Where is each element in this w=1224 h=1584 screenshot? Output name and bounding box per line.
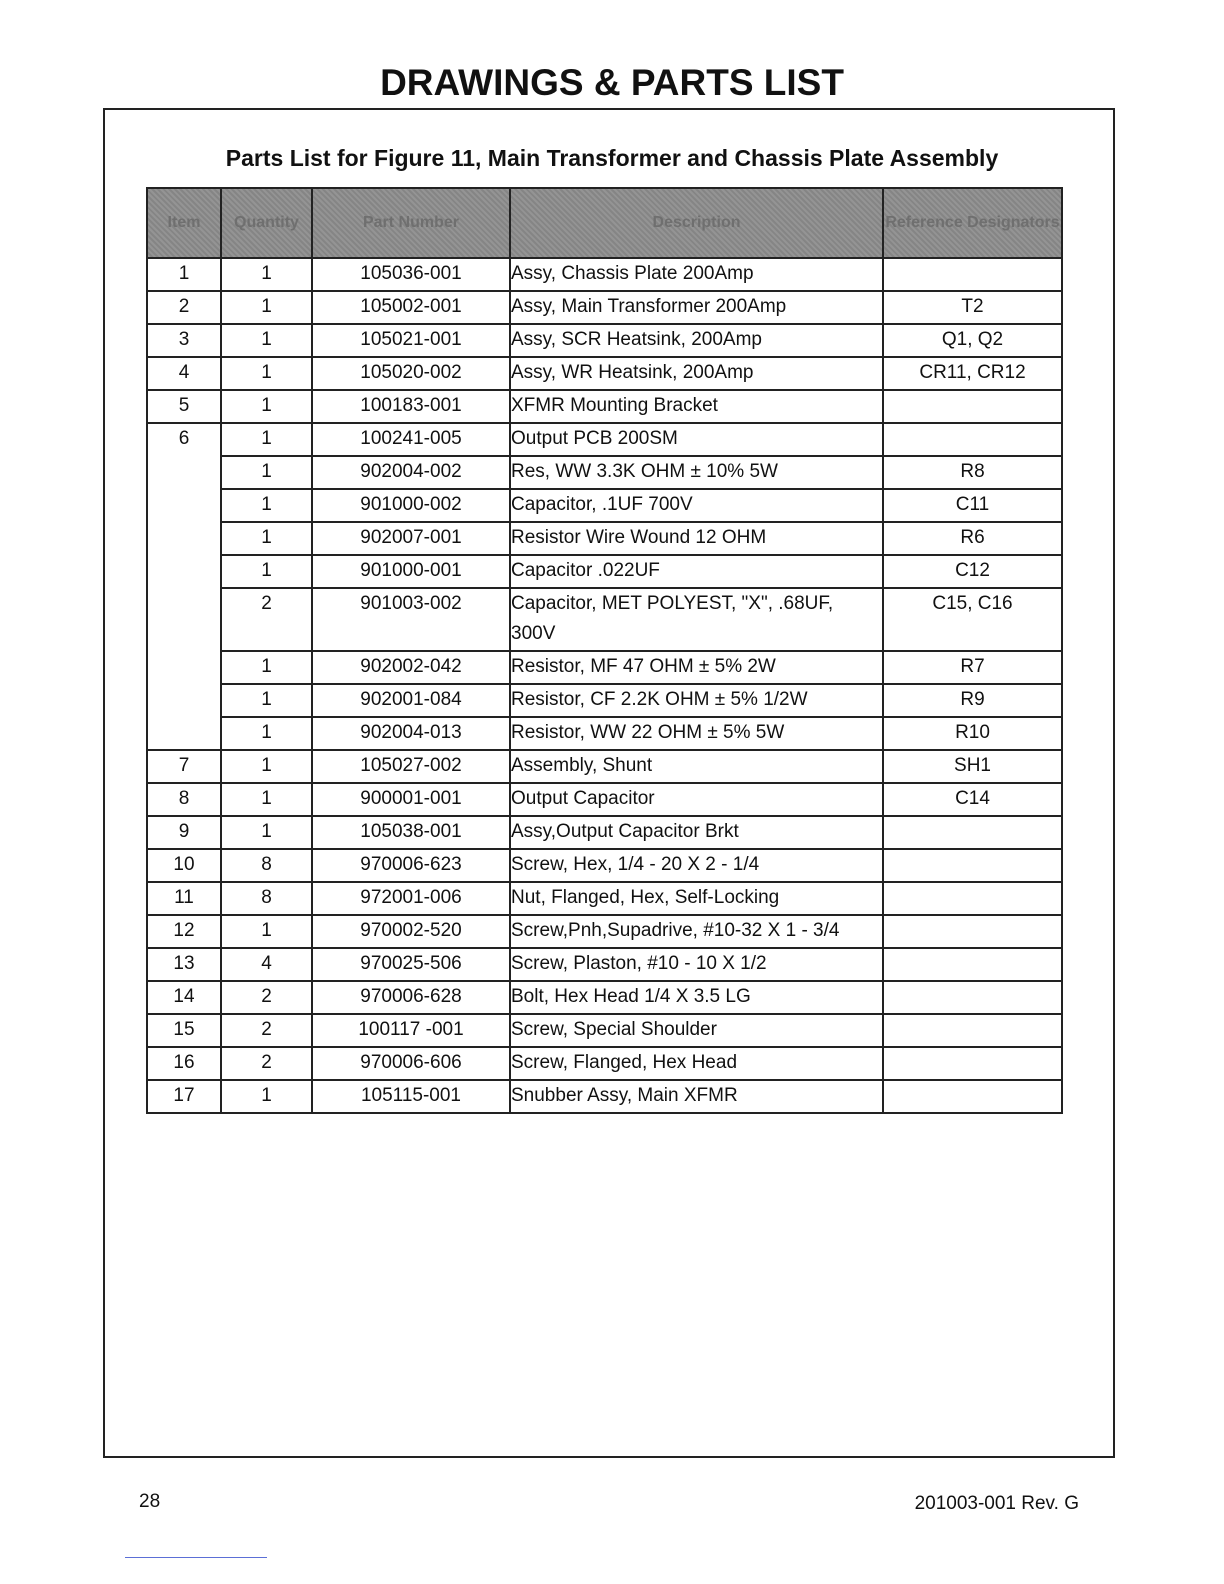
- cell-description: Resistor, WW 22 OHM ± 5% 5W: [510, 717, 883, 750]
- cell-part-number: 972001-006: [312, 882, 510, 915]
- cell-part-number: 901000-002: [312, 489, 510, 522]
- cell-description: Res, WW 3.3K OHM ± 10% 5W: [510, 456, 883, 489]
- cell-part-number: 105020-002: [312, 357, 510, 390]
- cell-reference: C14: [883, 783, 1062, 816]
- cell-reference: T2: [883, 291, 1062, 324]
- table-row: [147, 948, 1062, 981]
- table-row: [147, 783, 1062, 816]
- cell-reference: [883, 948, 1062, 981]
- cell-item: 8: [147, 783, 221, 816]
- cell-reference: R8: [883, 456, 1062, 489]
- table-row: [147, 1080, 1062, 1113]
- cell-reference: [883, 981, 1062, 1014]
- cell-description: Assy,Output Capacitor Brkt: [510, 816, 883, 849]
- column-header-reference: Reference Designators: [883, 188, 1062, 258]
- cell-part-number: 105115-001: [312, 1080, 510, 1113]
- cell-quantity: 2: [221, 1047, 312, 1080]
- cell-part-number: 902004-002: [312, 456, 510, 489]
- cell-item: 13: [147, 948, 221, 981]
- cell-quantity: 4: [221, 948, 312, 981]
- cell-reference: [883, 390, 1062, 423]
- cell-quantity: 1: [221, 390, 312, 423]
- cell-item: 6: [147, 423, 221, 456]
- cell-quantity: 1: [221, 783, 312, 816]
- cell-quantity: 1: [221, 684, 312, 717]
- cell-quantity: 1: [221, 555, 312, 588]
- cell-reference: CR11, CR12: [883, 357, 1062, 390]
- cell-quantity: 1: [221, 489, 312, 522]
- cell-quantity: 1: [221, 456, 312, 489]
- parts-table: [146, 187, 1063, 1114]
- table-row: [147, 357, 1062, 390]
- cell-description: Assembly, Shunt: [510, 750, 883, 783]
- page-number: 28: [139, 1491, 161, 1512]
- cell-item: 2: [147, 291, 221, 324]
- cell-part-number: 902007-001: [312, 522, 510, 555]
- cell-quantity: 2: [221, 981, 312, 1014]
- cell-part-number: 970006-628: [312, 981, 510, 1014]
- cell-item: [147, 522, 221, 555]
- table-row: [147, 555, 1062, 588]
- cell-reference: [883, 882, 1062, 915]
- cell-part-number: 902004-013: [312, 717, 510, 750]
- table-title: Parts List for Figure 11, Main Transformer and Chassis Plate Assembly: [225, 145, 999, 171]
- cell-quantity: 1: [221, 915, 312, 948]
- cell-item: 1: [147, 258, 221, 291]
- cell-description: Resistor, MF 47 OHM ± 5% 2W: [510, 651, 883, 684]
- cell-quantity: 1: [221, 651, 312, 684]
- cell-part-number: 901000-001: [312, 555, 510, 588]
- cell-quantity: 1: [221, 423, 312, 456]
- cell-description: Screw, Plaston, #10 - 10 X 1/2: [510, 948, 883, 981]
- cell-part-number: 105036-001: [312, 258, 510, 291]
- footer-rule: [125, 1557, 267, 1558]
- cell-reference: [883, 1014, 1062, 1047]
- cell-reference: C15, C16: [883, 588, 1062, 651]
- table-row: [147, 456, 1062, 489]
- cell-item: 7: [147, 750, 221, 783]
- table-row: [147, 1047, 1062, 1080]
- cell-part-number: 105002-001: [312, 291, 510, 324]
- cell-reference: R7: [883, 651, 1062, 684]
- cell-quantity: 8: [221, 849, 312, 882]
- table-row: [147, 489, 1062, 522]
- cell-item: [147, 588, 221, 651]
- table-row: [147, 291, 1062, 324]
- cell-description: Resistor Wire Wound 12 OHM: [510, 522, 883, 555]
- document-number: 201003-001 Rev. G: [914, 1493, 1079, 1514]
- cell-quantity: 1: [221, 717, 312, 750]
- cell-reference: R10: [883, 717, 1062, 750]
- cell-part-number: 970025-506: [312, 948, 510, 981]
- cell-part-number: 105021-001: [312, 324, 510, 357]
- table-row: [147, 390, 1062, 423]
- cell-description: Resistor, CF 2.2K OHM ± 5% 1/2W: [510, 684, 883, 717]
- page-title: DRAWINGS & PARTS LIST: [380, 62, 844, 103]
- table-row: [147, 588, 1062, 651]
- cell-quantity: 1: [221, 258, 312, 291]
- cell-item: [147, 651, 221, 684]
- cell-reference: [883, 849, 1062, 882]
- cell-item: 10: [147, 849, 221, 882]
- cell-item: [147, 717, 221, 750]
- cell-part-number: 970006-606: [312, 1047, 510, 1080]
- cell-item: [147, 489, 221, 522]
- cell-item: 17: [147, 1080, 221, 1113]
- cell-item: 14: [147, 981, 221, 1014]
- cell-quantity: 1: [221, 291, 312, 324]
- parts-table-body: [147, 258, 1062, 1113]
- cell-description: Assy, Chassis Plate 200Amp: [510, 258, 883, 291]
- cell-quantity: 1: [221, 324, 312, 357]
- table-row: [147, 324, 1062, 357]
- table-row: [147, 981, 1062, 1014]
- cell-item: 3: [147, 324, 221, 357]
- cell-description: Screw,Pnh,Supadrive, #10-32 X 1 - 3/4: [510, 915, 883, 948]
- cell-description: Snubber Assy, Main XFMR: [510, 1080, 883, 1113]
- cell-reference: R9: [883, 684, 1062, 717]
- cell-part-number: 105038-001: [312, 816, 510, 849]
- cell-part-number: 970002-520: [312, 915, 510, 948]
- cell-item: [147, 555, 221, 588]
- table-row: [147, 423, 1062, 456]
- cell-description: Nut, Flanged, Hex, Self-Locking: [510, 882, 883, 915]
- table-row: [147, 651, 1062, 684]
- cell-quantity: 2: [221, 1014, 312, 1047]
- cell-part-number: 100117 -001: [312, 1014, 510, 1047]
- cell-description: Capacitor .022UF: [510, 555, 883, 588]
- cell-reference: [883, 816, 1062, 849]
- cell-description: XFMR Mounting Bracket: [510, 390, 883, 423]
- cell-description: Capacitor, .1UF 700V: [510, 489, 883, 522]
- table-row: [147, 717, 1062, 750]
- cell-part-number: 902002-042: [312, 651, 510, 684]
- cell-description: Assy, WR Heatsink, 200Amp: [510, 357, 883, 390]
- cell-reference: C11: [883, 489, 1062, 522]
- cell-quantity: 1: [221, 522, 312, 555]
- table-header-row: [147, 188, 1062, 258]
- cell-item: 15: [147, 1014, 221, 1047]
- cell-description: Capacitor, MET POLYEST, "X", .68UF, 300V: [510, 588, 883, 651]
- cell-quantity: 1: [221, 357, 312, 390]
- cell-reference: [883, 1080, 1062, 1113]
- column-header-quantity: Quantity: [221, 188, 312, 258]
- cell-description: Screw, Special Shoulder: [510, 1014, 883, 1047]
- cell-quantity: 8: [221, 882, 312, 915]
- table-row: [147, 522, 1062, 555]
- cell-description: Bolt, Hex Head 1/4 X 3.5 LG: [510, 981, 883, 1014]
- cell-item: 4: [147, 357, 221, 390]
- cell-reference: C12: [883, 555, 1062, 588]
- table-row: [147, 684, 1062, 717]
- cell-reference: [883, 258, 1062, 291]
- cell-reference: [883, 1047, 1062, 1080]
- table-row: [147, 816, 1062, 849]
- cell-item: [147, 456, 221, 489]
- cell-description: Screw, Flanged, Hex Head: [510, 1047, 883, 1080]
- cell-description: Screw, Hex, 1/4 - 20 X 2 - 1/4: [510, 849, 883, 882]
- table-row: [147, 882, 1062, 915]
- cell-part-number: 100241-005: [312, 423, 510, 456]
- cell-part-number: 105027-002: [312, 750, 510, 783]
- cell-item: 16: [147, 1047, 221, 1080]
- cell-quantity: 1: [221, 816, 312, 849]
- cell-quantity: 1: [221, 1080, 312, 1113]
- cell-item: 12: [147, 915, 221, 948]
- table-row: [147, 258, 1062, 291]
- cell-part-number: 902001-084: [312, 684, 510, 717]
- cell-description: Assy, Main Transformer 200Amp: [510, 291, 883, 324]
- cell-part-number: 900001-001: [312, 783, 510, 816]
- table-row: [147, 915, 1062, 948]
- cell-item: 9: [147, 816, 221, 849]
- table-row: [147, 849, 1062, 882]
- cell-part-number: 100183-001: [312, 390, 510, 423]
- table-row: [147, 1014, 1062, 1047]
- cell-item: 5: [147, 390, 221, 423]
- cell-reference: [883, 915, 1062, 948]
- cell-part-number: 901003-002: [312, 588, 510, 651]
- cell-item: 11: [147, 882, 221, 915]
- cell-reference: SH1: [883, 750, 1062, 783]
- cell-quantity: 1: [221, 750, 312, 783]
- cell-item: [147, 684, 221, 717]
- cell-part-number: 970006-623: [312, 849, 510, 882]
- column-header-description: Description: [510, 188, 883, 258]
- cell-quantity: 2: [221, 588, 312, 651]
- cell-description: Output Capacitor: [510, 783, 883, 816]
- cell-reference: R6: [883, 522, 1062, 555]
- cell-description: Output PCB 200SM: [510, 423, 883, 456]
- column-header-item: Item: [147, 188, 221, 258]
- column-header-part-number: Part Number: [312, 188, 510, 258]
- cell-description: Assy, SCR Heatsink, 200Amp: [510, 324, 883, 357]
- cell-reference: Q1, Q2: [883, 324, 1062, 357]
- cell-reference: [883, 423, 1062, 456]
- table-row: [147, 750, 1062, 783]
